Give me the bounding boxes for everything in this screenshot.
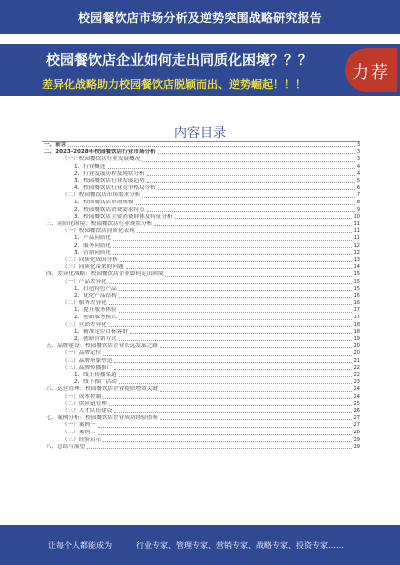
toc-entry-label: （二）服务差异化 [62,300,107,307]
toc-entry-page: 20 [353,343,360,350]
toc-leader-dots [119,289,352,291]
toc-entry-label: 八、总结与展望 [46,443,86,450]
toc-entry-page: 27 [353,415,360,422]
toc-entry-page: 6 [356,185,360,192]
toc-leader-dots [160,418,352,420]
toc-entry-page: 22 [353,364,360,371]
toc-entry-page: 28 [353,429,360,436]
toc-leader-dots [130,332,352,334]
toc-leader-dots [109,325,352,327]
toc-leader-dots [113,239,352,241]
toc-entry-label: 3、营销同质化 [74,249,112,256]
toc-entry [42,422,360,429]
toc-entry-page: 12 [353,242,360,249]
toc-entry [42,372,360,379]
toc-entry-page: 25 [353,400,360,407]
toc-entry-label: （一）成本控制 [62,393,102,400]
toc-entry-label: （一）品牌定位 [62,350,102,357]
toc-entry-page: 22 [353,372,360,378]
toc-leader-dots [109,282,352,284]
toc-entry-page: 13 [353,257,360,263]
toc-entry [42,149,360,156]
toc-entry [42,264,360,271]
toc-entry-label: 4、校园餐饮店行业竞争格局分析 [74,185,156,192]
toc-leader-dots [87,447,351,449]
toc-entry [42,271,360,278]
toc-entry-label: 1、产品同质化 [74,235,112,242]
toc-leader-dots [103,440,351,442]
toc-entry-label: 1、行业概述 [74,163,106,170]
toc-leader-dots [175,217,352,219]
toc-entry-page: 11 [353,221,360,228]
toc-leader-dots [119,339,352,341]
toc-entry-label: 3、校园餐饮店主要消费群体及特征分析 [74,213,173,220]
hero-subline: 差异化战略助力校园餐饮店脱颖而出、逆势崛起！！！ [42,78,306,91]
toc-leader-dots [119,318,352,320]
toc-entry [42,343,360,350]
toc-entry-page: 17 [353,307,360,314]
toc-entry-page: 3 [356,142,360,148]
toc-leader-dots [98,426,352,428]
toc-leader-dots [98,433,352,435]
toc-entry-label: 2、校园餐饮店消费需求特点 [74,206,145,213]
toc-entry-label: 2、创新服务模式 [74,314,117,321]
toc-entry [42,350,360,357]
toc-leader-dots [108,167,355,169]
toc-entry-page: 4 [356,163,360,170]
toc-entry-label: 二、2023-2028年校园餐饮店行业市场分析 [44,149,156,156]
toc-leader-dots [113,253,352,255]
toc-entry [42,171,360,178]
toc-leader-dots [103,354,351,356]
footer-right: 行业专家、管理专家、营销专家、战略专家、投资专家…… [136,540,344,550]
recommend-stamp: 力荐 [345,48,397,92]
toc-entry-page: 20 [353,350,360,357]
toc-entry [42,221,360,228]
toc-entry-label: （三）经验启示 [62,436,102,443]
toc-entry [42,329,360,336]
toc-entry-page: 27 [353,422,360,429]
toc-entry [42,207,360,214]
toc-entry-page: 18 [353,321,360,328]
toc-entry-label: （三）人才队伍建设 [62,407,113,414]
report-title-bar [0,0,400,34]
toc-entry-label: 六、运营管理：校园餐饮店企业提质增效关键 [46,386,158,393]
toc-entry [42,185,360,192]
toc-entry-page: 3 [356,149,360,156]
toc-entry-label: （一）校园餐饮店行业发展概况 [62,156,141,163]
toc-entry [42,192,360,199]
toc-leader-dots [119,296,352,298]
toc-leader-dots [103,397,351,399]
toc-entry-page: 26 [353,407,360,414]
toc-entry [42,386,360,393]
toc-entry-label: 2、创新营销方式 [74,336,117,343]
toc-entry-page: 15 [353,271,360,278]
toc-entry-page: 15 [353,278,360,285]
toc-entry-page: 24 [353,386,360,393]
toc-entry-label: （一）校园餐饮店同质化表现 [62,228,135,235]
toc-entry [42,214,360,221]
toc-entry [42,315,360,322]
toc-leader-dots [160,346,352,348]
toc-leader-dots [158,152,355,154]
toc-leader-dots [165,275,351,277]
toc-entry-label: （二）案例二 [62,429,96,436]
toc-entry-page: 16 [353,300,360,307]
toc-entry-label: 四、差异化战略：校园餐饮店企业如何走出困境 [46,271,164,278]
toc-leader-dots [114,368,351,370]
toc-leader-dots [154,224,351,226]
toc-entry [42,430,360,437]
toc-entry-page: 18 [353,328,360,335]
toc-entry-page: 15 [353,285,360,292]
toc-leader-dots [68,145,354,147]
toc-entry [42,228,360,235]
toc-entry-label: 2、服务同质化 [74,242,112,249]
report-title: 校园餐饮店市场分析及逆势突围战略研究报告 [77,10,322,25]
toc-entry [42,408,360,415]
toc-entry [42,243,360,250]
toc-entry-page: 3 [356,156,360,163]
toc-leader-dots [113,246,352,248]
toc-entry-page: 11 [353,228,360,235]
toc-leader-dots [119,382,352,384]
toc-entry-page: 10 [353,213,360,220]
footer-left: 让每个人都能成为 [48,540,112,550]
toc-entry-label: 3、校园餐饮店行业发展趋势 [74,177,145,184]
toc-entry [42,279,360,286]
toc-entry [42,379,360,386]
toc-entry [42,250,360,257]
toc-entry-page: 24 [353,393,360,400]
toc-entry-label: （三）同质化带来的问题 [62,264,124,271]
toc-entry [42,358,360,365]
toc-entry-label: 五、品牌建设：校园餐饮店企业长远发展之路 [46,343,158,350]
toc-entry-label: 1、提升服务体验 [74,307,117,314]
toc-entry [42,307,360,314]
toc-entry-label: （二）校园餐饮店市场需求分析 [62,192,141,199]
toc-entry [42,235,360,242]
toc-entry [42,444,360,451]
toc-entry-page: 9 [356,206,360,213]
toc-entry [42,156,360,163]
toc-entry-label: （二）供应链管理 [62,400,107,407]
toc-leader-dots [158,188,355,190]
toc-entry-page: 29 [353,436,360,443]
toc-leader-dots [119,311,352,313]
toc-leader-dots [120,260,352,262]
toc-entry-label: （一）案例一 [62,422,96,429]
toc-leader-dots [160,390,352,392]
toc-entry-label: 1、校园餐饮店市场规模 [74,199,134,206]
toc-leader-dots [142,196,354,198]
toc-entry-page: 21 [353,357,360,364]
toc-leader-dots [114,411,351,413]
toc-entry-page: 29 [353,443,360,450]
toc-entry [42,200,360,207]
toc-entry-label: （三）营销差异化 [62,321,107,328]
footer-bar [0,525,400,565]
toc-entry-label: 七、案例分析：校园餐饮店企业成功经验借鉴 [46,415,158,422]
table-of-contents [42,141,360,464]
toc-entry-label: 2、优化产品结构 [74,292,117,299]
toc-entry-page: 16 [353,292,360,299]
toc-entry [42,365,360,372]
toc-entry-page: 11 [353,235,360,242]
toc-leader-dots [119,375,352,377]
toc-entry-label: 三、同质化困境：校园餐饮店行业现状分析 [46,221,153,228]
toc-entry [42,336,360,343]
toc-entry [42,286,360,293]
toc-entry-page: 4 [356,170,360,177]
toc-entry-page: 8 [356,199,360,206]
toc-title: 内容目录 [173,126,226,141]
toc-entry-page: 19 [353,336,360,343]
toc-entry-label: 1、精准定位目标客群 [74,328,128,335]
toc-entry [42,257,360,264]
toc-entry-page: 7 [356,192,360,199]
toc-entry [42,178,360,185]
toc-entry-label: （二）同质化成因分析 [62,257,118,263]
toc-leader-dots [109,303,352,305]
toc-entry [42,142,360,149]
toc-entry [42,394,360,401]
toc-entry [42,164,360,171]
hero-headline: 校园餐饮店企业如何走出同质化困境？？？ [46,53,312,69]
toc-leader-dots [147,181,355,183]
toc-leader-dots [147,210,355,212]
toc-entry [42,401,360,408]
toc-entry-label: 1、线上传播渠道 [74,372,117,378]
toc-entry [42,437,360,444]
toc-entry [42,300,360,307]
toc-entry-label: 2、行业发展历程及现状分析 [74,170,145,177]
toc-entry-label: 一、前言 [44,142,67,148]
hero-banner [0,44,400,96]
toc-entry-page: 23 [353,379,360,386]
toc-entry-label: （二）品牌形象塑造 [62,357,113,364]
toc-leader-dots [109,404,352,406]
toc-leader-dots [147,174,355,176]
toc-leader-dots [114,361,351,363]
toc-entry-label: 1、打造特色产品 [74,285,117,292]
toc-leader-dots [137,231,352,233]
toc-leader-dots [136,203,355,205]
toc-entry-page: 17 [353,314,360,321]
toc-entry-page: 14 [353,264,360,271]
toc-entry-label: 2、线下推广活动 [74,379,117,386]
toc-leader-dots [126,267,352,269]
toc-entry-label: （一）产品差异化 [62,278,107,285]
toc-entry-label: （三）品牌传播推广 [62,364,113,371]
toc-entry [42,293,360,300]
toc-entry-page: 5 [356,177,360,184]
toc-entry [42,322,360,329]
toc-leader-dots [142,160,354,162]
toc-entry [42,415,360,422]
toc-entry-page: 12 [353,249,360,256]
